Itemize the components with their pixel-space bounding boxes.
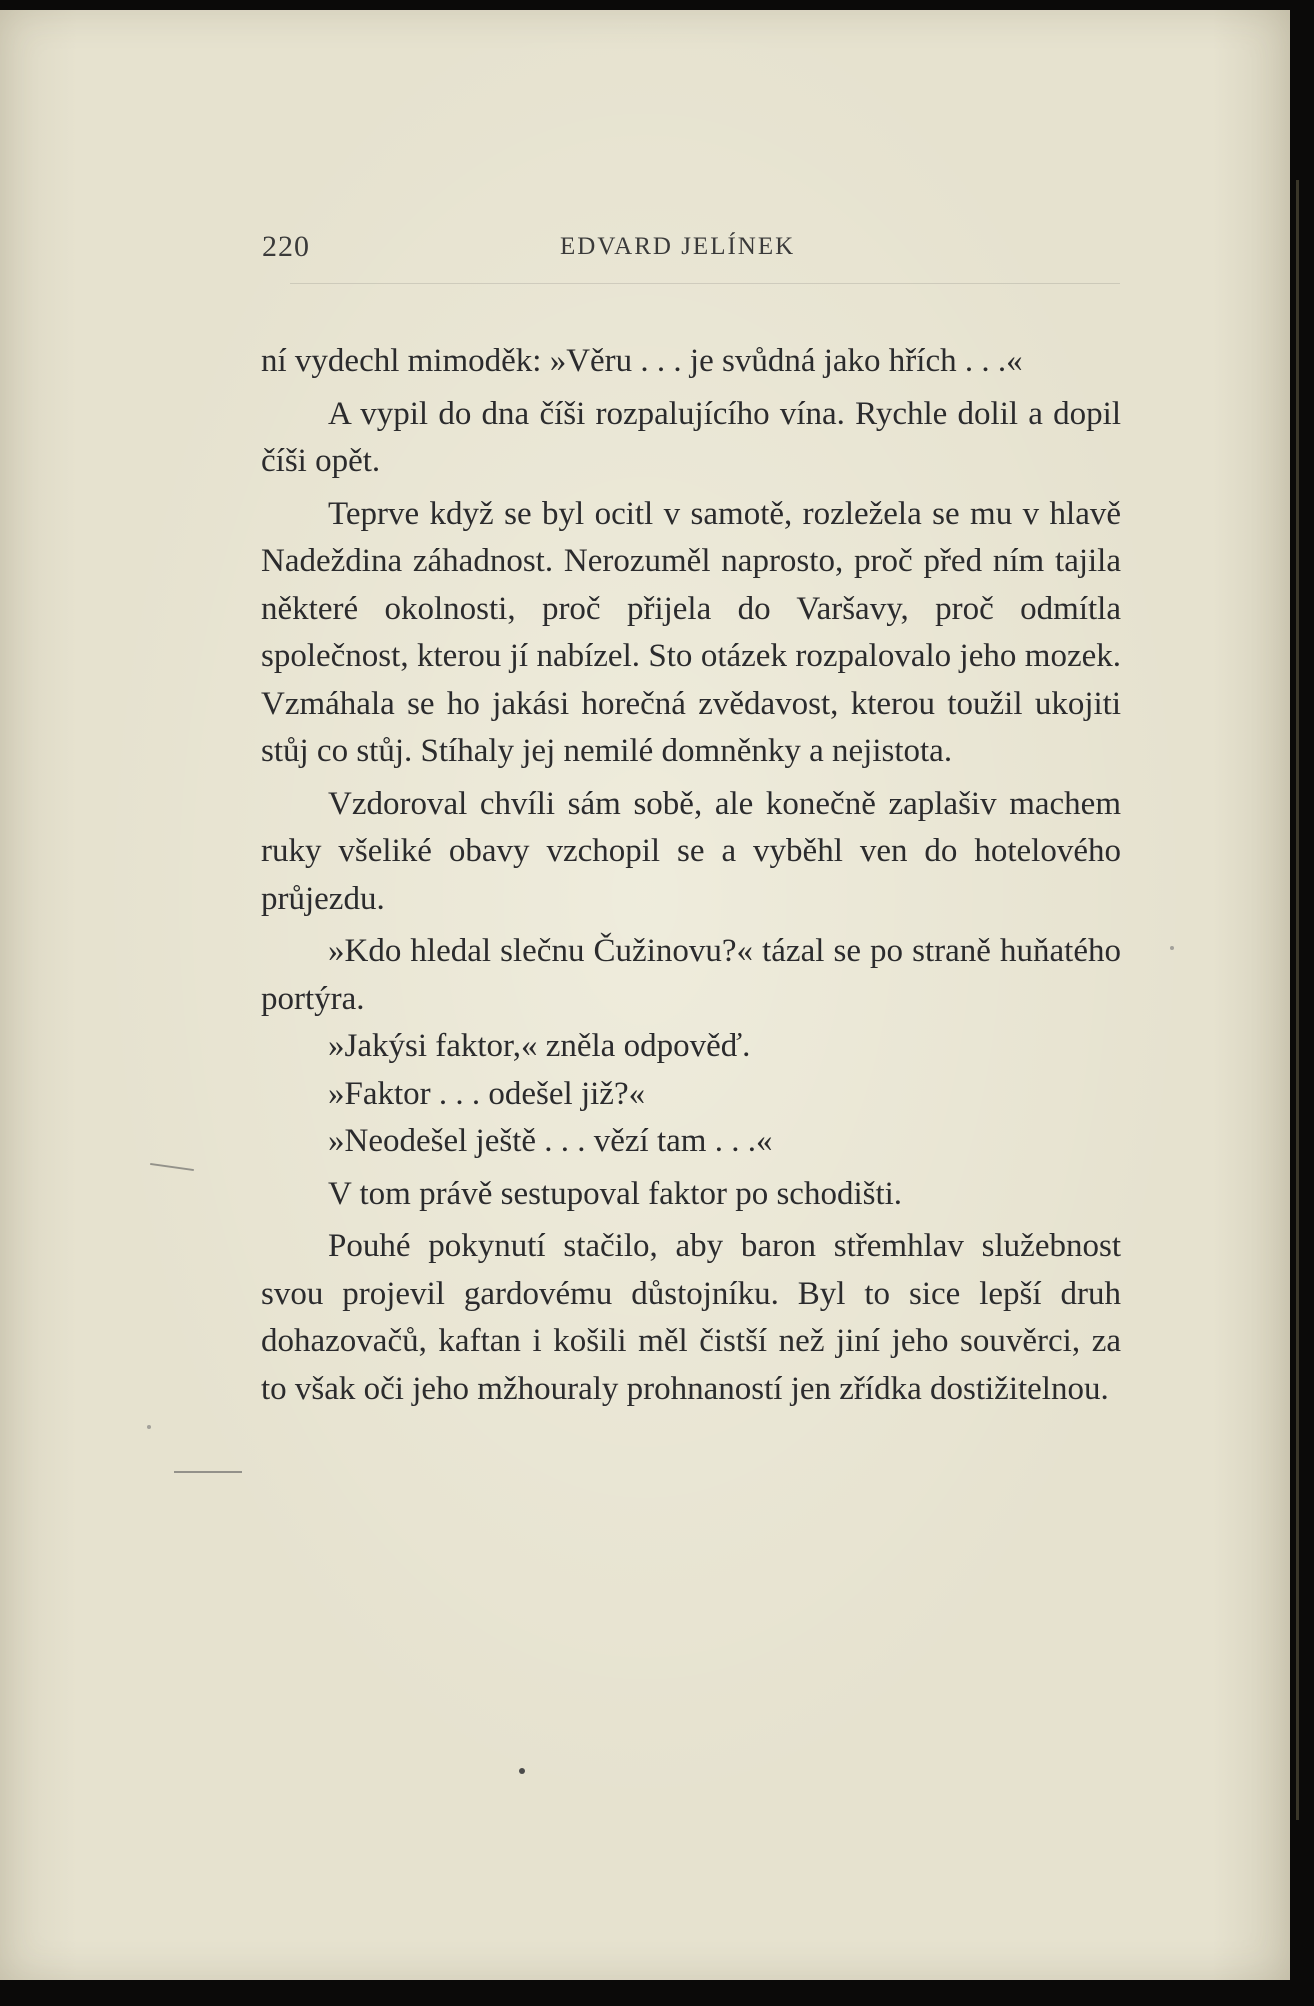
paragraph: »Faktor . . . odešel již?« <box>328 1075 646 1112</box>
running-title: EDVARD JELÍNEK <box>560 233 796 260</box>
margin-pencil-mark <box>174 1471 242 1473</box>
page-number: 220 <box>262 230 310 263</box>
body-text <box>261 338 1121 1413</box>
paragraph: Vzdoroval chvíli sám sobě, ale konečně zaplašiv machem ruky všeliké obavy vzchopil se a vyběhl ven do hotelového průjezdu. <box>261 785 1121 917</box>
paragraph: Teprve když se byl ocitl v samotě, rozležela se mu v hlavě Nadeždina záhadnost. Nerozuměl naprosto, proč před ním tajila některé okolnosti, proč přijela do Varšavy, proč odmítla společnost, kterou jí nabízel. Sto otázek rozpalovalo jeho mozek. Vzmáhala se ho jakási horečná zvědavost, kterou toužil ukojiti stůj co stůj. Stíhaly jej nemilé domněnky a nejistota. <box>261 495 1121 769</box>
page-header <box>262 230 1112 270</box>
paragraph: A vypil do dna číši rozpalujícího vína. Rychle dolil a dopil číši opět. <box>261 395 1121 479</box>
page-edge-shadow <box>1296 180 1299 1820</box>
page-speck <box>519 1768 525 1774</box>
paragraph: »Jakýsi faktor,« zněla odpověď. <box>328 1028 751 1064</box>
page-speck <box>147 1425 151 1429</box>
page-speck <box>1170 946 1174 950</box>
paragraph: »Neodešel ještě . . . vězí tam . . .« <box>328 1123 773 1159</box>
paragraph: V tom právě sestupoval faktor po schodišti. <box>328 1175 903 1212</box>
paragraph: Pouhé pokynutí stačilo, aby baron střemhlav služebnost svou projevil gardovému důstojníku. Byl to sice lepší druh dohazovačů, kaftan i košili měl čistší než jiní jeho souvěrci, za to však oči jeho mžhouraly prohnaností jen zřídka dostižitelnou. <box>261 1228 1121 1407</box>
paragraph: »Kdo hledal slečnu Čužinovu?« tázal se po straně huňatého portýra. <box>261 933 1121 1017</box>
header-rule <box>290 283 1120 284</box>
paragraph: ní vydechl mimoděk: »Věru . . . je svůdná jako hřích . . .« <box>261 343 1023 379</box>
